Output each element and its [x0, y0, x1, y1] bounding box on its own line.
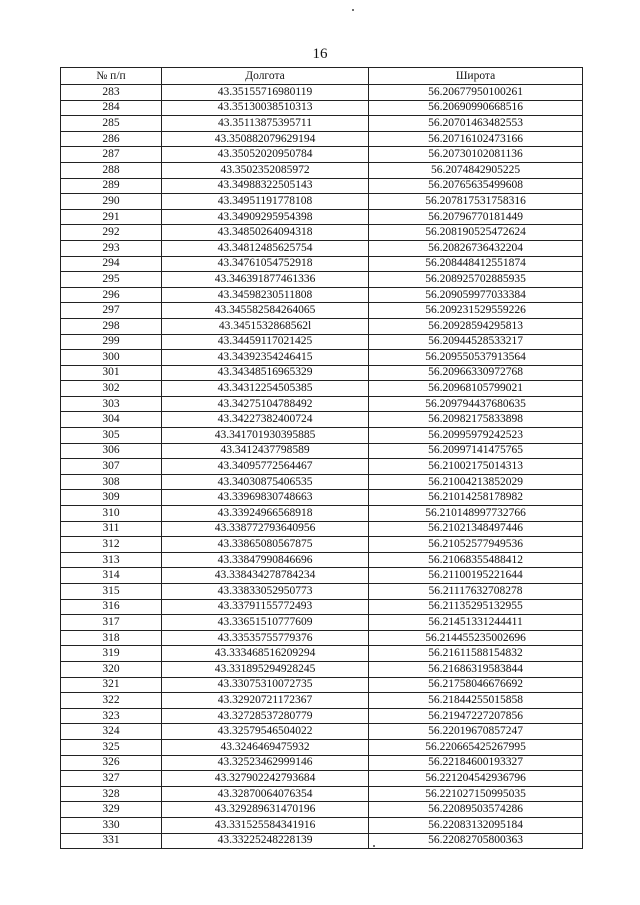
cell-number: 294 [61, 256, 162, 272]
table-row [61, 240, 583, 256]
cell-latitude: 56.22082705800363 [369, 833, 583, 849]
cell-number: 327 [61, 771, 162, 787]
cell-longitude: 43.32870064076354 [162, 786, 369, 802]
cell-latitude: 56.21947227207856 [369, 708, 583, 724]
cell-latitude: 56.22019670857247 [369, 724, 583, 740]
table-row [61, 833, 583, 849]
cell-number: 320 [61, 661, 162, 677]
cell-longitude: 43.333468516209294 [162, 646, 369, 662]
cell-longitude: 43.35113875395711 [162, 116, 369, 132]
cell-number: 296 [61, 287, 162, 303]
cell-latitude: 56.20997141475765 [369, 443, 583, 459]
cell-number: 323 [61, 708, 162, 724]
cell-longitude: 43.331895294928245 [162, 661, 369, 677]
cell-latitude: 56.20690990668516 [369, 100, 583, 116]
table-row [61, 568, 583, 584]
table-row [61, 584, 583, 600]
cell-latitude: 56.21686319583844 [369, 661, 583, 677]
table-row [61, 474, 583, 490]
table-row [61, 739, 583, 755]
cell-longitude: 43.346391877461336 [162, 272, 369, 288]
cell-latitude: 56.20966330972768 [369, 365, 583, 381]
table-row [61, 147, 583, 163]
table-row [61, 256, 583, 272]
cell-longitude: 43.35052020950784 [162, 147, 369, 163]
cell-number: 307 [61, 459, 162, 475]
cell-longitude: 43.341701930395885 [162, 428, 369, 444]
cell-number: 330 [61, 817, 162, 833]
cell-latitude: 56.21021348497446 [369, 521, 583, 537]
cell-longitude: 43.34227382400724 [162, 412, 369, 428]
cell-number: 324 [61, 724, 162, 740]
cell-number: 305 [61, 428, 162, 444]
cell-longitude: 43.34030875406535 [162, 474, 369, 490]
table-row [61, 786, 583, 802]
cell-latitude: 56.21135295132955 [369, 599, 583, 615]
cell-longitude: 43.33075310072735 [162, 677, 369, 693]
cell-latitude: 56.220665425267995 [369, 739, 583, 755]
table-row [61, 677, 583, 693]
cell-latitude: 56.209059977033384 [369, 287, 583, 303]
cell-number: 325 [61, 739, 162, 755]
cell-longitude: 43.3502352085972 [162, 162, 369, 178]
cell-latitude: 56.20982175833898 [369, 412, 583, 428]
table-row [61, 209, 583, 225]
cell-number: 295 [61, 272, 162, 288]
cell-number: 291 [61, 209, 162, 225]
cell-latitude: 56.21014258178982 [369, 490, 583, 506]
cell-longitude: 43.34275104788492 [162, 396, 369, 412]
table-row [61, 537, 583, 553]
cell-longitude: 43.34095772564467 [162, 459, 369, 475]
cell-longitude: 43.33535755779376 [162, 630, 369, 646]
cell-latitude: 56.21052577949536 [369, 537, 583, 553]
table-row [61, 85, 583, 101]
table-row [61, 661, 583, 677]
table-row [61, 755, 583, 771]
cell-latitude: 56.20968105799021 [369, 381, 583, 397]
table-row [61, 178, 583, 194]
cell-latitude: 56.21117632708278 [369, 584, 583, 600]
cell-longitude: 43.33969830748663 [162, 490, 369, 506]
cell-longitude: 43.338772793640956 [162, 521, 369, 537]
table-row [61, 459, 583, 475]
cell-latitude: 56.221204542936796 [369, 771, 583, 787]
cell-longitude: 43.34812485625754 [162, 240, 369, 256]
table-row [61, 131, 583, 147]
table-row [61, 443, 583, 459]
cell-number: 318 [61, 630, 162, 646]
header-latitude: Широта [369, 68, 583, 85]
cell-longitude: 43.33833052950773 [162, 584, 369, 600]
cell-number: 322 [61, 693, 162, 709]
cell-longitude: 43.3451532868562l [162, 318, 369, 334]
table-row [61, 693, 583, 709]
header-number: № п/п [61, 68, 162, 85]
cell-longitude: 43.350882079629194 [162, 131, 369, 147]
cell-number: 287 [61, 147, 162, 163]
cell-longitude: 43.33847990846696 [162, 552, 369, 568]
cell-number: 317 [61, 615, 162, 631]
header-row [61, 68, 583, 85]
cell-number: 306 [61, 443, 162, 459]
cell-longitude: 43.33924966568918 [162, 506, 369, 522]
table-row [61, 334, 583, 350]
cell-latitude: 56.208190525472624 [369, 225, 583, 241]
cell-number: 313 [61, 552, 162, 568]
cell-latitude: 56.20677950100261 [369, 85, 583, 101]
cell-number: 290 [61, 194, 162, 210]
cell-number: 297 [61, 303, 162, 319]
cell-longitude: 43.345582584264065 [162, 303, 369, 319]
table-row [61, 303, 583, 319]
cell-number: 310 [61, 506, 162, 522]
cell-latitude: 56.21611588154832 [369, 646, 583, 662]
cell-number: 299 [61, 334, 162, 350]
cell-number: 326 [61, 755, 162, 771]
table-row [61, 272, 583, 288]
cell-latitude: 56.209231529559226 [369, 303, 583, 319]
table-row [61, 771, 583, 787]
cell-number: 315 [61, 584, 162, 600]
cell-longitude: 43.35155716980119 [162, 85, 369, 101]
cell-longitude: 43.34951191778108 [162, 194, 369, 210]
cell-number: 293 [61, 240, 162, 256]
cell-latitude: 56.21844255015858 [369, 693, 583, 709]
cell-number: 292 [61, 225, 162, 241]
cell-number: 312 [61, 537, 162, 553]
table-row [61, 506, 583, 522]
cell-number: 285 [61, 116, 162, 132]
table-row [61, 646, 583, 662]
cell-latitude: 56.20928594295813 [369, 318, 583, 334]
cell-longitude: 43.327902242793684 [162, 771, 369, 787]
table-row [61, 365, 583, 381]
cell-latitude: 56.21100195221644 [369, 568, 583, 584]
cell-number: 284 [61, 100, 162, 116]
table-row [61, 287, 583, 303]
table-row [61, 552, 583, 568]
cell-longitude: 43.331525584341916 [162, 817, 369, 833]
cell-latitude: 56.22184600193327 [369, 755, 583, 771]
cell-number: 311 [61, 521, 162, 537]
cell-latitude: 56.214455235002696 [369, 630, 583, 646]
cell-longitude: 43.34761054752918 [162, 256, 369, 272]
table-row [61, 817, 583, 833]
cell-longitude: 43.34312254505385 [162, 381, 369, 397]
cell-number: 319 [61, 646, 162, 662]
cell-number: 301 [61, 365, 162, 381]
table-row [61, 802, 583, 818]
cell-latitude: 56.2074842905225 [369, 162, 583, 178]
cell-latitude: 56.210148997732766 [369, 506, 583, 522]
table-row [61, 630, 583, 646]
page-number: 16 [312, 46, 328, 62]
cell-latitude: 56.20730102081136 [369, 147, 583, 163]
table-row [61, 428, 583, 444]
coordinates-table [60, 67, 583, 849]
cell-latitude: 56.208925702885935 [369, 272, 583, 288]
cell-longitude: 43.34598230511808 [162, 287, 369, 303]
table-row [61, 100, 583, 116]
cell-number: 321 [61, 677, 162, 693]
cell-number: 309 [61, 490, 162, 506]
cell-latitude: 56.21451331244411 [369, 615, 583, 631]
cell-latitude: 56.21758046676692 [369, 677, 583, 693]
cell-number: 288 [61, 162, 162, 178]
table-header [61, 68, 583, 85]
cell-number: 331 [61, 833, 162, 849]
cell-longitude: 43.33651510777609 [162, 615, 369, 631]
cell-latitude: 56.22089503574286 [369, 802, 583, 818]
scan-speck [352, 9, 354, 11]
table-row [61, 350, 583, 366]
cell-latitude: 56.21004213852029 [369, 474, 583, 490]
cell-latitude: 56.20701463482553 [369, 116, 583, 132]
cell-number: 302 [61, 381, 162, 397]
table-row [61, 615, 583, 631]
cell-number: 329 [61, 802, 162, 818]
table-row [61, 412, 583, 428]
cell-latitude: 56.20944528533217 [369, 334, 583, 350]
table-row [61, 708, 583, 724]
cell-latitude: 56.209794437680635 [369, 396, 583, 412]
cell-latitude: 56.20826736432204 [369, 240, 583, 256]
table-row [61, 381, 583, 397]
cell-number: 298 [61, 318, 162, 334]
table-row [61, 521, 583, 537]
cell-longitude: 43.329289631470196 [162, 802, 369, 818]
cell-longitude: 43.33865080567875 [162, 537, 369, 553]
cell-latitude: 56.20796770181449 [369, 209, 583, 225]
cell-latitude: 56.207817531758316 [369, 194, 583, 210]
cell-number: 316 [61, 599, 162, 615]
cell-latitude: 56.221027150995035 [369, 786, 583, 802]
cell-longitude: 43.34392354246415 [162, 350, 369, 366]
cell-longitude: 43.34909295954398 [162, 209, 369, 225]
table-row [61, 225, 583, 241]
cell-longitude: 43.33225248228139 [162, 833, 369, 849]
cell-longitude: 43.34348516965329 [162, 365, 369, 381]
table-row [61, 396, 583, 412]
cell-longitude: 43.34850264094318 [162, 225, 369, 241]
cell-latitude: 56.209550537913564 [369, 350, 583, 366]
table-row [61, 724, 583, 740]
cell-longitude: 43.338434278784234 [162, 568, 369, 584]
cell-longitude: 43.32728537280779 [162, 708, 369, 724]
cell-longitude: 43.32920721172367 [162, 693, 369, 709]
cell-number: 314 [61, 568, 162, 584]
table-row [61, 490, 583, 506]
cell-number: 308 [61, 474, 162, 490]
cell-longitude: 43.35130038510313 [162, 100, 369, 116]
table-row [61, 162, 583, 178]
cell-longitude: 43.33791155772493 [162, 599, 369, 615]
cell-number: 283 [61, 85, 162, 101]
cell-number: 303 [61, 396, 162, 412]
table-row [61, 194, 583, 210]
table-row [61, 318, 583, 334]
cell-number: 328 [61, 786, 162, 802]
cell-latitude: 56.21068355488412 [369, 552, 583, 568]
scan-speck [373, 845, 375, 847]
cell-latitude: 56.20995979242523 [369, 428, 583, 444]
cell-latitude: 56.208448412551874 [369, 256, 583, 272]
cell-longitude: 43.32523462999146 [162, 755, 369, 771]
header-longitude: Долгота [162, 68, 369, 85]
cell-number: 300 [61, 350, 162, 366]
cell-latitude: 56.22083132095184 [369, 817, 583, 833]
table-body [61, 85, 583, 849]
cell-longitude: 43.34988322505143 [162, 178, 369, 194]
cell-number: 286 [61, 131, 162, 147]
table-row [61, 116, 583, 132]
cell-latitude: 56.20765635499608 [369, 178, 583, 194]
cell-longitude: 43.34459117021425 [162, 334, 369, 350]
cell-longitude: 43.3412437798589 [162, 443, 369, 459]
cell-longitude: 43.32579546504022 [162, 724, 369, 740]
cell-latitude: 56.20716102473166 [369, 131, 583, 147]
cell-latitude: 56.21002175014313 [369, 459, 583, 475]
cell-number: 289 [61, 178, 162, 194]
cell-longitude: 43.3246469475932 [162, 739, 369, 755]
table-row [61, 599, 583, 615]
cell-number: 304 [61, 412, 162, 428]
